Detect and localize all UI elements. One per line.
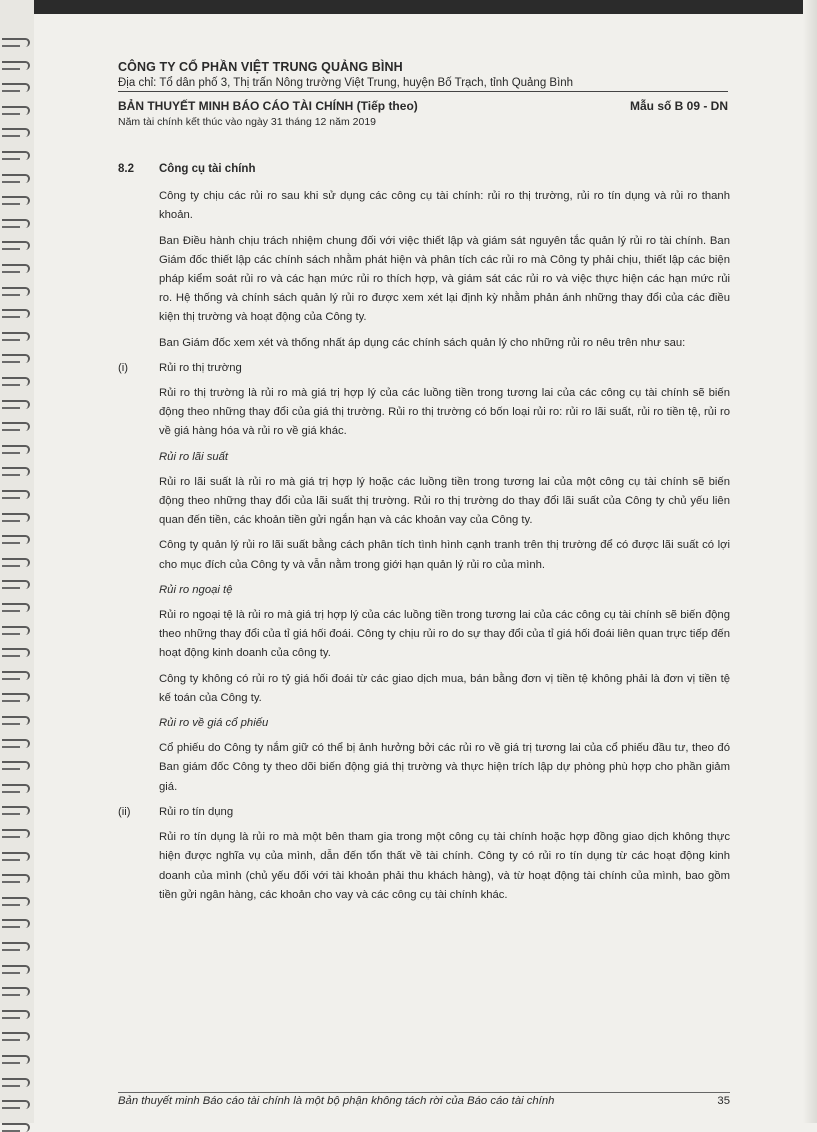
binding-ring (2, 806, 30, 815)
topic-heading: Rủi ro lãi suất (159, 450, 229, 463)
page-number: 35 (717, 1095, 730, 1107)
binding-ring (2, 287, 30, 296)
binding-ring (2, 106, 30, 115)
binding-ring (2, 1078, 30, 1087)
binding-ring (2, 196, 30, 205)
subsection-heading-credit-risk (118, 803, 730, 822)
report-title: BẢN THUYẾT MINH BÁO CÁO TÀI CHÍNH (Tiếp theo) (118, 99, 418, 113)
binding-ring (2, 309, 30, 318)
paragraph: Rủi ro thị trường là rủi ro mà giá trị hợp lý của các luồng tiền trong tương lai của các công cụ tài chính sẽ biến động theo những thay đổi của giá thị trường. Rủi ro thị trường có bốn loại rủi ro: rủi ro lãi suất, rủi ro tiền tệ, rủi ro về giá hàng hóa và rủi ro về giá khác. (159, 387, 730, 438)
binding-ring (2, 919, 30, 928)
section-title: Công cụ tài chính (159, 163, 256, 175)
subsection-heading-market-risk (118, 359, 730, 378)
subsection-title: Rủi ro tín dụng (159, 805, 234, 818)
binding-ring (2, 1032, 30, 1041)
binding-ring (2, 83, 30, 92)
binding-ring (2, 1010, 30, 1019)
binding-ring (2, 693, 30, 702)
binding-ring (2, 490, 30, 499)
binding-ring (2, 1055, 30, 1064)
company-name: CÔNG TY CỔ PHẦN VIỆT TRUNG QUẢNG BÌNH (118, 60, 403, 74)
footer-note: Bản thuyết minh Báo cáo tài chính là một bộ phận không tách rời của Báo cáo tài chính (118, 1095, 555, 1107)
paragraph: Công ty chịu các rủi ro sau khi sử dụng các công cụ tài chính: rủi ro thị trường, rủi ro tín dụng và rủi ro thanh khoản. (159, 190, 730, 222)
binding-ring (2, 648, 30, 657)
paragraph: Công ty quản lý rủi ro lãi suất bằng cách phân tích tình hình cạnh tranh trên thị trường để có được lãi suất có lợi cho mục đích của Công ty và vẫn nằm trong giới hạn quản lý rủi ro của mình. (159, 539, 730, 571)
binding-ring (2, 61, 30, 70)
paragraph: Ban Giám đốc xem xét và thống nhất áp dụng các chính sách quản lý cho những rủi ro nêu trên như sau: (159, 336, 686, 349)
subsection-number: (ii) (118, 805, 131, 818)
binding-ring (2, 987, 30, 996)
binding-ring (2, 400, 30, 409)
binding-ring (2, 874, 30, 883)
binding-ring (2, 739, 30, 748)
binding-ring (2, 128, 30, 137)
section-number: 8.2 (118, 163, 134, 175)
binding-ring (2, 241, 30, 250)
binding-ring (2, 716, 30, 725)
binding-ring (2, 942, 30, 951)
topic-heading: Rủi ro về giá cổ phiếu (159, 717, 269, 730)
binding-ring (2, 422, 30, 431)
binding-ring (2, 580, 30, 589)
binding-ring (2, 1100, 30, 1109)
page-footer (118, 1092, 730, 1107)
binding-ring (2, 151, 30, 160)
paragraph: Rủi ro tín dụng là rủi ro mà một bên tham gia trong một công cụ tài chính hoặc hợp đồng giao dịch không thực hiện được nghĩa vụ của mình, dẫn đến tổn thất về tài chính. Công ty có rủi ro tín dụng từ các hoạt động kinh doanh của mình (chủ yếu đối với tài khoản phải thu khách hàng), và từ hoạt động tài chính của mình, bao gồm tiền gửi ngân hàng, các khoản cho vay và các công cụ tài chính khác. (159, 831, 730, 901)
document-header (118, 60, 728, 128)
binding-ring (2, 377, 30, 386)
binding-ring (2, 264, 30, 273)
topic-heading: Rủi ro ngoại tệ (159, 583, 233, 596)
binding-ring (2, 852, 30, 861)
paragraph: Công ty không có rủi ro tỷ giá hối đoái từ các giao dịch mua, bán bằng đơn vị tiền tệ không phải là đơn vị tiền tệ kế toán của Công ty. (159, 672, 730, 704)
binding-ring (2, 354, 30, 363)
report-title-row (118, 99, 728, 113)
binding-ring (2, 603, 30, 612)
binding-ring (2, 829, 30, 838)
binding-ring (2, 671, 30, 680)
paragraph: Cổ phiếu do Công ty nắm giữ có thể bị ảnh hưởng bởi các rủi ro về giá trị tương lai của cổ phiếu đầu tư, theo đó Ban giám đốc Công ty theo dõi biến động giá thị trường và thực hiện trích lập dự phòng phù hợp cho phần giảm giá. (159, 742, 730, 793)
form-number: Mẫu số B 09 - DN (629, 99, 728, 113)
fiscal-year: Năm tài chính kết thúc vào ngày 31 tháng 12 năm 2019 (118, 116, 377, 128)
paragraph: Rủi ro lãi suất là rủi ro mà giá trị hợp lý hoặc các luồng tiền trong tương lai của một công cụ tài chính sẽ biến động theo những thay đổi của lãi suất thị trường. Rủi ro thị trường do thay đổi lãi suất của Công ty chủ yếu liên quan đến tiền, các khoản tiền gửi ngắn hạn và các khoản vay của Công ty. (159, 475, 730, 527)
binding-ring (2, 513, 30, 522)
binding-ring (2, 219, 30, 228)
page-edge-shadow (803, 0, 817, 1123)
binding-ring (2, 332, 30, 341)
binding-ring (2, 445, 30, 454)
binding-ring (2, 761, 30, 770)
company-address: Địa chỉ: Tổ dân phố 3, Thị trấn Nông trường Việt Trung, huyện Bố Trạch, tỉnh Quảng Bình (118, 77, 728, 92)
binding-ring (2, 897, 30, 906)
binding-ring (2, 965, 30, 974)
binding-ring (2, 38, 30, 47)
binding-ring (2, 174, 30, 183)
document-body (118, 160, 730, 911)
binding-ring (2, 535, 30, 544)
paragraph: Rủi ro ngoại tệ là rủi ro mà giá trị hợp lý của các luồng tiền trong tương lai của các công cụ tài chính sẽ biến động theo những thay đổi của tỉ giá hối đoái. Công ty chịu rủi ro do sự thay đổi của tỉ giá hối đoái liên quan trực tiếp đến hoạt động kinh doanh của công ty. (159, 609, 730, 660)
subsection-title: Rủi ro thị trường (159, 361, 242, 374)
subsection-number: (i) (118, 361, 129, 374)
section-heading (118, 160, 730, 179)
binding-ring (2, 558, 30, 567)
binding-ring (2, 784, 30, 793)
binding-ring (2, 467, 30, 476)
scan-top-edge (34, 0, 817, 14)
binding-ring (2, 626, 30, 635)
spiral-binding (0, 0, 34, 1123)
paragraph: Ban Điều hành chịu trách nhiệm chung đối với việc thiết lập và giám sát nguyên tắc quản lý rủi ro tài chính. Ban Giám đốc thiết lập các chính sách nhằm phát hiện và phân tích các rủi ro mà Công ty phải chịu, thiết lập các biện pháp kiểm soát rủi ro và các hạn mức rủi ro thích hợp, và giám sát các rủi ro và việc thực hiện các hạn mức rủi ro. Hệ thống và chính sách quản lý rủi ro được xem xét lại định kỳ nhằm phản ánh những thay đổi của các điều kiện thị trường và hoạt động của Công ty. (159, 234, 730, 324)
binding-ring (2, 1123, 30, 1132)
